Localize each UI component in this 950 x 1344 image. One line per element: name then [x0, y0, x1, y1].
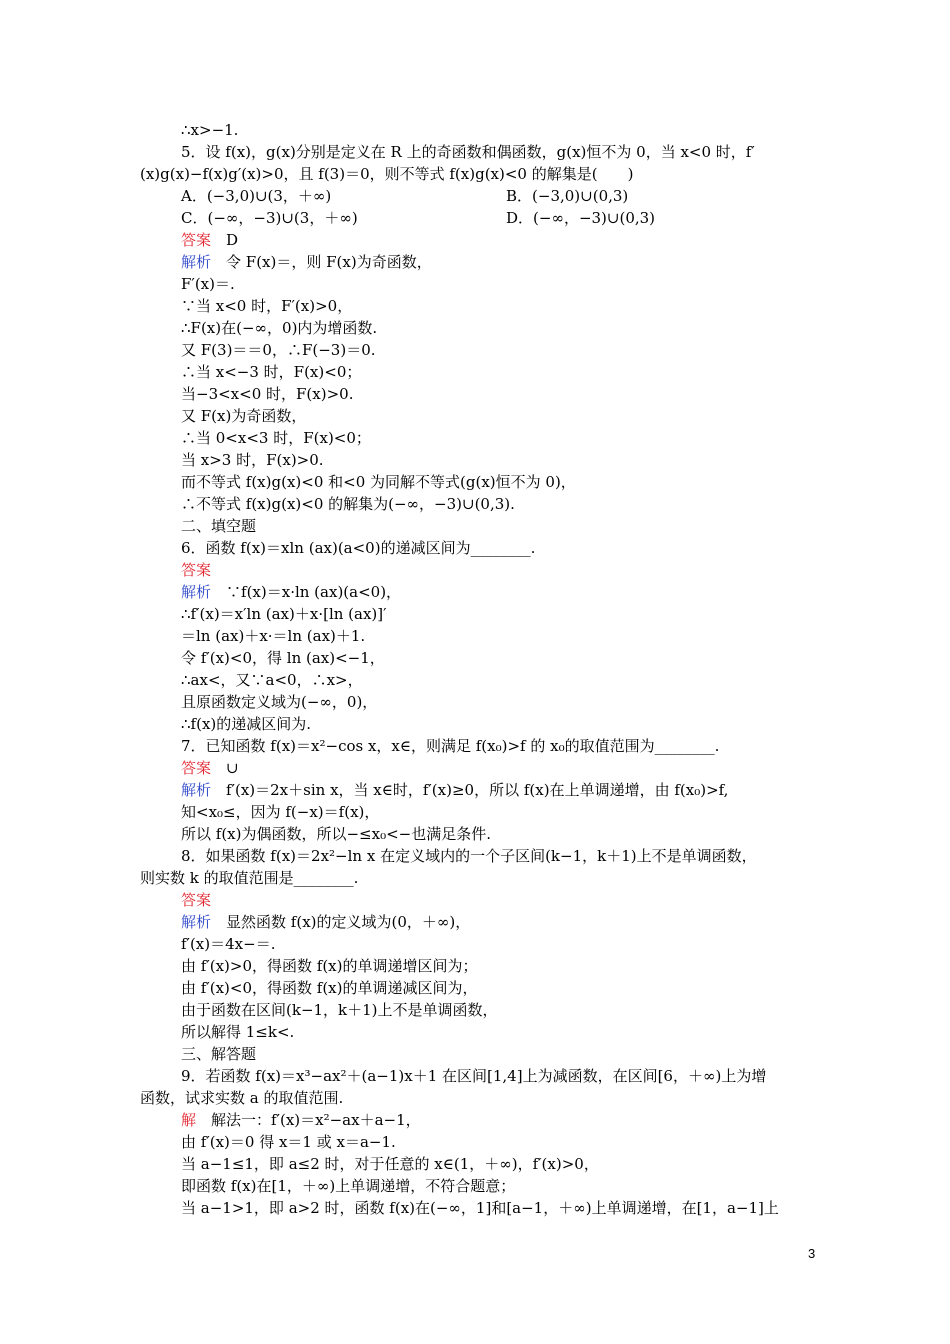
analysis-label: 解析: [181, 781, 212, 799]
question-8-line-2: 则实数 k 的取值范围是________.: [140, 869, 359, 887]
option-d: D．(−∞，−3)∪(0,3): [506, 209, 656, 227]
text-line: ∵当 x<0 时，F′(x)>0，: [181, 297, 353, 315]
answer-line: [181, 559, 861, 581]
analysis-label: 解析: [181, 253, 212, 271]
text-line: 当−3<x<0 时，F(x)>0.: [181, 385, 354, 403]
options-row-2: [181, 207, 821, 229]
text-line: 所以解得 1≤k<.: [181, 1023, 295, 1041]
text-line: 当 a−1≤1，即 a≤2 时，对于任意的 x∈(1，＋∞)，f′(x)>0，: [181, 1155, 599, 1173]
text-line: F′(x)＝.: [181, 275, 235, 293]
analysis-line: 解析 ∵f(x)＝x·ln (ax)(a<0)，: [181, 583, 402, 601]
text-line: 且原函数定义域为(−∞，0)，: [181, 693, 378, 711]
question-9-line-2: 函数，试求实数 a 的取值范围.: [140, 1089, 344, 1107]
solution-line: 解 解法一：f′(x)＝x²−ax＋a−1，: [181, 1111, 421, 1129]
page-number: 3: [808, 1246, 816, 1261]
answer-label: 答案: [181, 759, 212, 777]
text-line: 而不等式 f(x)g(x)<0 和<0 为同解不等式(g(x)恒不为 0)，: [181, 473, 576, 491]
text-line: ＝ln (ax)＋x·＝ln (ax)＋1.: [181, 627, 366, 645]
text-line: ∴不等式 f(x)g(x)<0 的解集为(−∞，−3)∪(0,3).: [181, 495, 515, 513]
text-line: 由于函数在区间(k−1，k＋1)上不是单调函数，: [181, 1001, 498, 1019]
text-line: ∴f′(x)＝x′ln (ax)＋x·[ln (ax)]′: [181, 605, 387, 623]
analysis-line: 解析 f′(x)＝2x＋sin x，当 x∈时，f′(x)≥0，所以 f(x)在上单调递增，由 f(x₀)>f,: [181, 781, 729, 799]
question-5-line-2: (x)g(x)−f(x)g′(x)>0，且 f(3)＝0，则不等式 f(x)g(x)<0 的解集是( ): [140, 165, 634, 183]
answer-line: [181, 889, 861, 911]
text-line: 当 x>3 时，F(x)>0.: [181, 451, 324, 469]
text-line: ∴ax<，又∵a<0，∴x>，: [181, 671, 363, 689]
analysis-line: 解析 令 F(x)＝，则 F(x)为奇函数，: [181, 253, 432, 271]
text-line: 又 F(x)为奇函数，: [181, 407, 307, 425]
option-a: A．(−3,0)∪(3，＋∞): [181, 187, 332, 205]
solution-label: 解: [181, 1111, 197, 1129]
answer-line: 答案 D: [181, 231, 239, 249]
analysis-label: 解析: [181, 913, 212, 931]
text-line: 由 f′(x)>0，得函数 f(x)的单调递增区间为；: [181, 957, 478, 975]
answer-label: 答案: [181, 891, 212, 909]
option-b: B．(−3,0)∪(0,3): [506, 187, 629, 205]
text-line: 又 F(3)＝＝0，∴F(−3)＝0.: [181, 341, 376, 359]
text-line: f′(x)＝4x−＝.: [181, 935, 276, 953]
answer-label: 答案: [181, 231, 212, 249]
text-line: ∴f(x)的递减区间为.: [181, 715, 312, 733]
text-line: 当 a−1>1，即 a>2 时，函数 f(x)在(−∞，1]和[a−1，＋∞)上单调递增，在[1，a−1]上: [181, 1199, 779, 1217]
option-c: C．(−∞，−3)∪(3，＋∞): [181, 209, 358, 227]
text-line: ∴F(x)在(−∞，0)内为增函数.: [181, 319, 378, 337]
text-line: 令 f′(x)<0，得 ln (ax)<−1，: [181, 649, 385, 667]
text-line: ∴当 x<−3 时，F(x)<0；: [181, 363, 362, 381]
text-line: 即函数 f(x)在[1，＋∞)上单调递增，不符合题意；: [181, 1177, 516, 1195]
question-5-line-1: 5．设 f(x)，g(x)分别是定义在 R 上的奇函数和偶函数，g(x)恒不为 0，当 x<0 时，f′: [181, 143, 755, 161]
analysis-label: 解析: [181, 583, 212, 601]
section-heading: 三、解答题: [181, 1045, 257, 1063]
question-9-line-1: 9．若函数 f(x)＝x³−ax²＋(a−1)x＋1 在区间[1,4]上为减函数，在区间[6，＋∞)上为增: [181, 1067, 767, 1085]
text-line: 知<x₀≤，因为 f(−x)＝f(x)，: [181, 803, 380, 821]
answer-label: 答案: [181, 561, 212, 579]
text-line: ∴当 0<x<3 时，F(x)<0；: [181, 429, 371, 447]
text-line: 所以 f(x)为偶函数，所以−≤x₀<−也满足条件.: [181, 825, 491, 843]
answer-line: 答案 ∪: [181, 759, 239, 777]
question-8-line-1: 8．如果函数 f(x)＝2x²−ln x 在定义域内的一个子区间(k−1，k＋1)上不是单调函数，: [181, 847, 757, 865]
text-line: 由 f′(x)＝0 得 x＝1 或 x＝a−1.: [181, 1133, 396, 1151]
section-heading: 二、填空题: [181, 517, 257, 535]
analysis-line: 解析 显然函数 f(x)的定义域为(0，＋∞)，: [181, 913, 471, 931]
question-7-line: 7．已知函数 f(x)＝x²−cos x，x∈，则满足 f(x₀)>f 的 x₀的取值范围为________.: [181, 737, 720, 755]
options-row-1: [181, 185, 821, 207]
text-line: 由 f′(x)<0，得函数 f(x)的单调递减区间为，: [181, 979, 478, 997]
text-line: ∴x>−1.: [181, 121, 239, 139]
question-6-line: 6．函数 f(x)＝xln (ax)(a<0)的递减区间为________.: [181, 539, 536, 557]
